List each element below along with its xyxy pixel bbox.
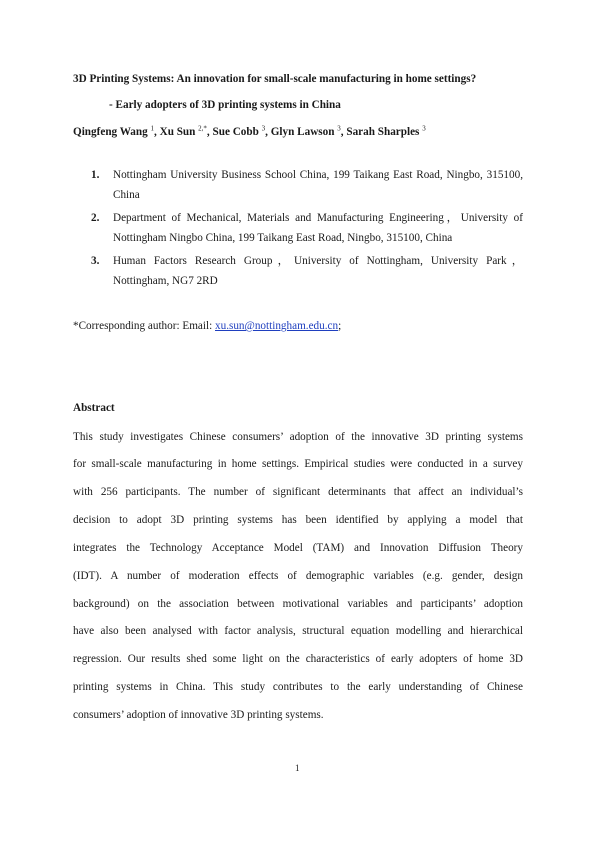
author-affiliation-mark: 3	[261, 124, 266, 133]
abstract-line: (IDT). A number of moderation effects of demographic variables (e.g. gender, design	[73, 570, 523, 582]
abstract-line: printing systems in China. This study contributes to the early understanding of Chinese	[73, 681, 523, 693]
affiliation-text: Human Factors Research Group，University of Nottingham, University Park， Nottingham, NG7 2RD	[113, 255, 523, 287]
author-name: Glyn Lawson	[270, 126, 335, 138]
abstract-line: background) on the association between motivational variables and participants’ adoption	[73, 598, 523, 610]
abstract-line: integrates the Technology Acceptance Model (TAM) and Innovation Diffusion Theory	[73, 542, 523, 554]
abstract-line: with 256 participants. The number of significant determinants that affect an individual’s	[73, 486, 523, 498]
author-list: Qingfeng Wang $^1$, Xu Sun $^{2,*}$, Sue Cobb $^3$, Glyn Lawson $^3$, Sarah Sharples $^3$	[73, 124, 426, 138]
abstract-heading: Abstract	[73, 402, 115, 414]
affiliation-number: 2.	[91, 212, 100, 224]
author-name: Xu Sun	[159, 126, 196, 138]
affiliation-number: 1.	[91, 169, 100, 181]
author-affiliation-mark: 1	[150, 124, 155, 133]
abstract-line: for small-scale manufacturing in home settings. Empirical studies were conducted in a survey	[73, 458, 523, 470]
corresponding-author-suffix: ;	[338, 320, 342, 332]
affiliation-number: 3.	[91, 255, 100, 267]
corresponding-author-note	[73, 320, 341, 332]
page-number: 1	[295, 763, 300, 773]
author-name: Sue Cobb	[212, 126, 259, 138]
paper-subtitle: - Early adopters of 3D printing systems in China	[109, 99, 341, 111]
author-name: Sarah Sharples	[346, 126, 420, 138]
author-affiliation-mark: 2,*	[198, 124, 207, 133]
abstract-line: decision to adopt 3D printing systems has been identified by applying a model that	[73, 514, 523, 526]
abstract-line: consumers’ adoption of innovative 3D printing systems.	[73, 709, 324, 721]
abstract-line: regression. Our results shed some light on the characteristics of early adopters of home 3D	[73, 653, 523, 665]
abstract-line: have also been analysed with factor analysis, structural equation modelling and hierarchical	[73, 625, 523, 637]
abstract-line: This study investigates Chinese consumers’ adoption of the innovative 3D printing systems	[73, 431, 523, 443]
author-affiliation-mark: 3	[337, 124, 341, 133]
corresponding-author-label: *Corresponding author: Email:	[73, 320, 215, 332]
author-affiliation-mark: 3	[422, 124, 426, 133]
affiliation-text: Department of Mechanical, Materials and Manufacturing Engineering，University of Nottingham Ningbo China, 199 Taikang East Road, Ningbo, 315100, China	[113, 212, 523, 244]
corresponding-author-email-link[interactable]: xu.sun@nottingham.edu.cn	[215, 320, 339, 332]
paper-title: 3D Printing Systems: An innovation for small-scale manufacturing in home settings?	[73, 73, 477, 85]
affiliation-text: Nottingham University Business School China, 199 Taikang East Road, Ningbo, 315100, China	[113, 169, 523, 201]
author-name: Qingfeng Wang	[73, 126, 148, 138]
